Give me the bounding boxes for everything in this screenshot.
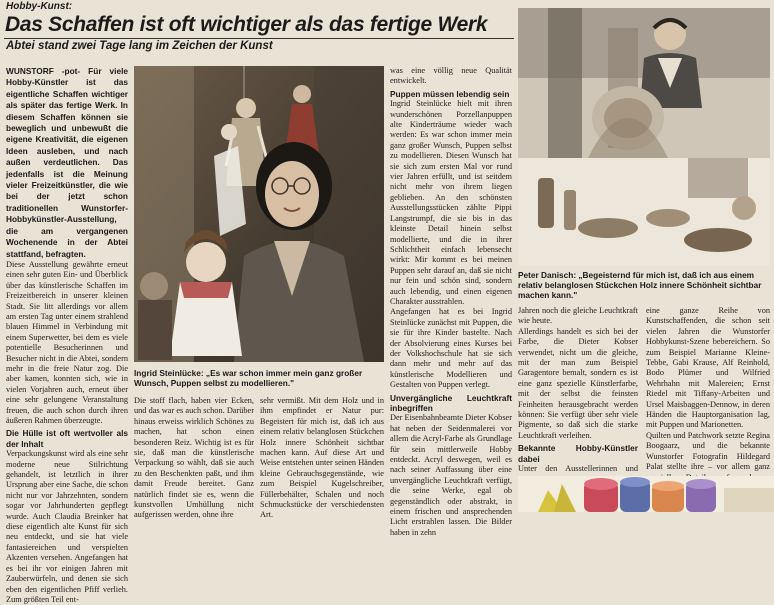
photo-peter-danisch xyxy=(518,8,770,266)
paragraph: Verpackungskunst wird als eine sehr moderne neue Stilrichtung gehandelt, ist letztlich in ihrer Ursprung aber eine Sache, die schon nicht nur vor Jahrzehnten, sondern sogar vor Jahrhunderten gepflegt wurde. Auch Claudia Breinker hat diese eigentlich alte Kunst für sich neu entdeckt, und sie hat viele fantasiereichen und verspielten Akzenten versehen. Angefangen hat es bei ihr vor einigen Jahren mit Zauberwürfeln, und denen sie sich eben den eigentlichen Pfiff verlieh. Zum größten Teil ent- xyxy=(6,449,128,604)
subheadline: Abtei stand zwei Tage lang im Zeichen der Kunst xyxy=(6,40,273,52)
paragraph: Allerdings handelt es sich bei der Farbe, die Dieter Kobser verwendet, nicht um die gleiche, mit der man zum Beispiel Garagentore bemalt, sondern es ist eine ganz spezielle Künstlerfarbe, mit der selbst die feinsten Feinheiten herausgebracht werden können: Sie verfügt über sehr viele Pigmente, so daß sich die starke Leuchtkraft verleihen. xyxy=(518,326,638,440)
carpet-rolls-graphic xyxy=(518,476,774,512)
article-column-5 xyxy=(646,306,770,472)
section-heading: Unvergängliche Leuchtkraft inbegriffen xyxy=(390,392,512,413)
paragraph: eine ganze Reihe von Kunstschaffenden, die schon seit vielen Jahren die Wunstorfer Hobbykunst-Szene bebereichern. So zum Beispiel Marianne Kleine-Tebbe, Gabi Krause, Alf Reinhold, Bodo Plümer und Wilfried Wehrhahn mit Malereien; Ernst Riedel mit Tiffany-Arbeiten und Ursel Maisbaggen-Dennow, in deren Händen die Hauptorganisation lag, mit Puppen und Marionetten. xyxy=(646,306,770,430)
paragraph: sehr vermißt. Mit dem Holz und in ihm empfindet er Natur pur: Begeistert für mich ist, daß ich aus einem relativ belanglosen Stückchen Holz innere Schönheit sichtbar machen kann. Auf diese Art und Weise entstehen unter seinen Händen kleine Gebrauchsgegenstände, wie zum Beispiel Kugelschreiber, Füllerbehälter, Schalen und noch Schmuckstücke der verschiedensten Art. xyxy=(260,396,384,520)
article-column-1 xyxy=(6,66,128,604)
paragraph: Die stoff flach, haben vier Ecken, und das war es auch schon. Darüber hinaus erweiss wirklich Schönes zu machen, hat schon einen besonderen Reiz. Wichtig ist es für sie, daß man die künstlerische Verpackung so wählt, daß sie auch zu den Beschenkten paßt, und ihm damit Freude bereitet. Ganz natürlich findet sie es, wenn die kunstvollen Umhüllung nicht aufgerissen werden, ohne ihre xyxy=(134,396,254,520)
paragraph: Angefangen hat es bei Ingrid Steinlücke zunächst mit Puppen, die sie für ihre Kinder bastelte. Nach der Absolvierung eines Kurses bei der Volkshochschule hat sie sich dann mehr und mehr auf das künstlerische Modellieren und Gestalten von Puppen verlegt. xyxy=(390,307,512,390)
photo-caption-ingrid: Ingrid Steinlücke: „Es war schon immer mein ganz großer Wunsch, Puppen selbst zu modellieren." xyxy=(134,368,363,388)
doll-maker-photo xyxy=(134,66,384,362)
lead-paragraph: WUNSTORF -pot- Für viele Hobby-Künstler ist das eigentliche Schaffen wichtiger als später das fertige Werk. In diesem Schaffen können sie beweglich und unbewußt die eigene Kreativität, die eigenen Ideen ausleben, und nach außen verdeutlichen. Das jedenfalls ist die Meinung vieler Freizeitkünstler, die wie bei der jetzt schon traditionellen Wunstorfer-Hobbykünstler-Ausstellung, die am vergangenen Wochenende in der Abtei stattfand, befragten. xyxy=(6,66,128,259)
woodworker-photo xyxy=(518,8,770,266)
paragraph: Unter den Ausstellerinnen und xyxy=(518,464,638,474)
paragraph: Diese Ausstellung gewährte erneut einen sehr guten Ein- und Überblick über das künstlerische Schaffen im Freizeitbereich in unserer kleinen Stadt. Sie litt allerdings vor allem am ersten Tag unter einem strahlend blauen Himmel in Verbindung mit einem Superwetter, bei dem es viele potentielle Besucherinnen und Besucher nicht in die Abtei, sondern mehr in die freie Natur zog. Die aber kamen, konnten sich, wie in vielen Vorjahren auch, erneut über eine sehr gelungene Veranstaltung freuen, die auch schon durch ihren äußeren Rahmen überzeugte. xyxy=(6,259,128,425)
advertisement-strip xyxy=(518,476,774,512)
paragraph: was eine völlig neue Qualität entwickelt. xyxy=(390,66,512,86)
article-column-3 xyxy=(390,66,512,537)
article-column-2a xyxy=(134,396,254,520)
headline: Das Schaffen ist oft wichtiger als das fertige Werk xyxy=(5,13,488,36)
section-kicker: Hobby-Kunst: xyxy=(6,1,73,12)
article-column-2b xyxy=(260,396,384,520)
paragraph: Der Eisenbahnbeamte Dieter Kobser hat neben der Seidenmalerei vor allem die Acryl-Farbe als Grundlage für sein mittlerweile Hobby entdeckt. Acryl deswegen, weil es nach seiner Auffassung über eine unvergängliche Leuchtkraft verfügt, die seine Werke, egal ob gegenständlich oder abstrakt, in einem frischen und ansprechenden Licht erstrahlen lassen. Die Bilder haben in zehn xyxy=(390,413,512,537)
photo-ingrid-steinluecke xyxy=(134,66,384,362)
section-heading: Puppen müssen lebendig sein xyxy=(390,88,510,99)
paragraph: Ingrid Steinlücke hielt mit ihren wunderschönen Porzellanpuppen alte Kinderträume wieder wach werden: Es war schon immer mein ganz großer Wunsch, Puppen selbst zu modellieren. Diesen Wunsch hat sie sich zum ersten Mal vor rund vier Jahren erfüllt, und ist seitdem nicht mehr von ihrem liegen geblieben. An den schönsten Ausstellungsstücken zählte Pippi Langstrumpf, die sie bis in das kleinste Detail hinein selbst modellierte, und die in ihrer Schlichtheit einfach lebensecht wirkt: Mir kommt es bei meinen Puppen sehr darauf an, daß sie nicht nur fein und schön sind, sondern auch lebendig, und einen eigenen Charakter ausstrahlen. xyxy=(390,99,512,306)
article-column-4 xyxy=(518,306,638,472)
headline-rule xyxy=(4,38,514,39)
paragraph: Jahren noch die gleiche Leuchtkraft wie heute. xyxy=(518,306,638,326)
paragraph: Quilten und Patchwork setzte Regina Boogaarz, und die bekannte Wunstorfer Fotografin Hildegard Palat stellte ihre – vor allem ganz xyxy=(646,430,770,472)
photo-caption-peter: Peter Danisch: „Begeisternd für mich ist, daß ich aus einem relativ belanglosen Stückchen Holz innere Schönheit sichtbar machen kann." xyxy=(518,270,762,300)
section-heading: Die Hülle ist oft wertvoller als der Inhalt xyxy=(6,428,128,449)
section-heading: Bekannte Hobby-Künstler dabei xyxy=(518,443,638,464)
